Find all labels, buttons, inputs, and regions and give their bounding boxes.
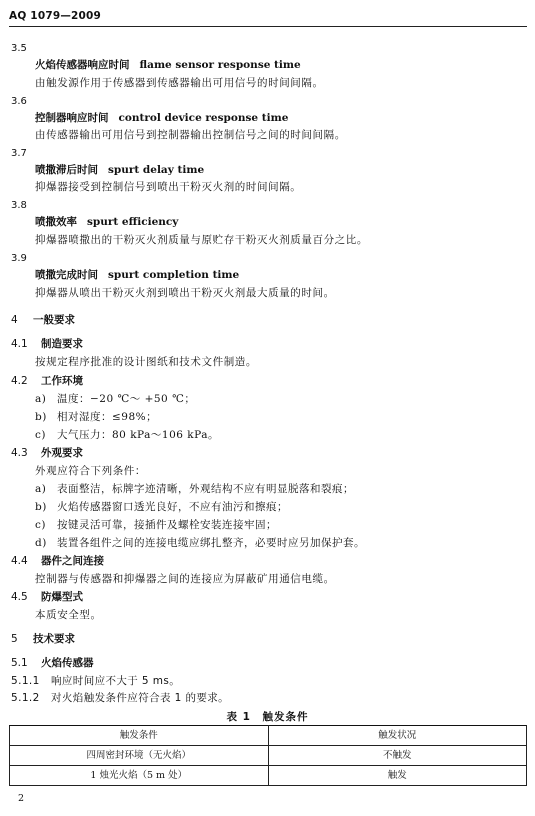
subsection-title: 外观要求 bbox=[41, 447, 83, 459]
term-title bbox=[35, 163, 204, 177]
table-cell: 四周密封环境（无火焰） bbox=[10, 746, 269, 766]
trigger-conditions-table bbox=[9, 725, 527, 786]
term-number: 3.5 bbox=[11, 43, 27, 54]
section-heading bbox=[11, 313, 75, 327]
subsection-number: 4.4 bbox=[11, 555, 28, 567]
subsection-title: 火焰传感器 bbox=[41, 657, 94, 669]
term-number: 3.6 bbox=[11, 96, 27, 107]
subsection-heading bbox=[11, 337, 83, 351]
clause-text: 响应时间应不大于 5 ms。 bbox=[51, 675, 181, 687]
list-text: 大气压力：80 kPa～106 kPa。 bbox=[57, 429, 220, 441]
term-title bbox=[35, 58, 301, 72]
subsection-heading bbox=[11, 590, 83, 604]
list-marker: b) bbox=[35, 411, 47, 423]
term-title-en: control device response time bbox=[118, 112, 289, 124]
term-title-en: spurt efficiency bbox=[87, 216, 179, 228]
subsection-title: 防爆型式 bbox=[41, 591, 83, 603]
list-item bbox=[35, 536, 365, 550]
list-marker: a) bbox=[35, 483, 47, 495]
table-header-cell: 触发状况 bbox=[268, 726, 527, 746]
list-marker: b) bbox=[35, 501, 47, 513]
term-definition: 由触发源作用于传感器到传感器输出可用信号的时间间隔。 bbox=[35, 77, 324, 89]
page-number: 2 bbox=[18, 793, 25, 804]
list-text: 表面整洁，标牌字迹清晰，外观结构不应有明显脱落和裂痕； bbox=[57, 483, 354, 495]
list-text: 火焰传感器窗口透光良好，不应有油污和擦痕； bbox=[57, 501, 288, 513]
term-definition: 由传感器输出可用信号到控制器输出控制信号之间的时间间隔。 bbox=[35, 129, 346, 141]
term-title bbox=[35, 111, 288, 125]
term-title bbox=[35, 268, 239, 282]
term-number: 3.8 bbox=[11, 200, 27, 211]
term-definition: 抑爆器接受到控制信号到喷出干粉灭火剂的时间间隔。 bbox=[35, 181, 302, 193]
term-title-zh: 控制器响应时间 bbox=[35, 112, 109, 124]
paragraph: 控制器与传感器和抑爆器之间的连接应为屏蔽矿用通信电缆。 bbox=[35, 573, 335, 585]
list-item bbox=[35, 428, 219, 442]
subsection-heading bbox=[11, 554, 104, 568]
subsection-number: 4.2 bbox=[11, 375, 28, 387]
list-marker: c) bbox=[35, 519, 46, 531]
subsection-number: 4.1 bbox=[11, 338, 28, 350]
paragraph: 按规定程序批准的设计图纸和技术文件制造。 bbox=[35, 356, 257, 368]
list-text: 相对湿度：≤98%； bbox=[57, 411, 158, 423]
table-header-row bbox=[10, 726, 527, 746]
term-title-zh: 喷撒滞后时间 bbox=[35, 164, 98, 176]
clause bbox=[11, 674, 180, 688]
subsection-heading bbox=[11, 446, 83, 460]
table-cell: 1 烛光火焰（5 m 处） bbox=[10, 766, 269, 786]
list-marker: a) bbox=[35, 393, 47, 405]
section-number: 5 bbox=[11, 633, 18, 645]
term-definition: 抑爆器喷撒出的干粉灭火剂质量与原贮存干粉灭火剂质量百分之比。 bbox=[35, 234, 368, 246]
term-definition: 抑爆器从喷出干粉灭火剂到喷出干粉灭火剂最大质量的时间。 bbox=[35, 287, 335, 299]
term-title-zh: 喷撒完成时间 bbox=[35, 269, 98, 281]
subsection-heading bbox=[11, 656, 94, 670]
list-item bbox=[35, 410, 157, 424]
subsection-title: 制造要求 bbox=[41, 338, 83, 350]
section-number: 4 bbox=[11, 314, 18, 326]
list-text: 装置各组件之间的连接电缆应绑扎整齐，必要时应另加保护套。 bbox=[57, 537, 365, 549]
paragraph: 外观应符合下列条件： bbox=[35, 465, 146, 477]
term-title-en: flame sensor response time bbox=[139, 59, 301, 71]
list-item bbox=[35, 392, 195, 406]
paragraph: 本质安全型。 bbox=[35, 609, 102, 621]
term-title-zh: 火焰传感器响应时间 bbox=[35, 59, 130, 71]
section-title: 技术要求 bbox=[33, 633, 75, 645]
list-text: 按键灵活可靠，接插件及螺栓安装连接牢固； bbox=[57, 519, 277, 531]
term-number: 3.9 bbox=[11, 253, 27, 264]
clause-number: 5.1.1 bbox=[11, 675, 40, 687]
list-marker: c) bbox=[35, 429, 46, 441]
list-item bbox=[35, 482, 354, 496]
table-cell: 触发 bbox=[268, 766, 527, 786]
standard-code-header: AQ 1079—2009 bbox=[9, 10, 102, 22]
subsection-number: 4.3 bbox=[11, 447, 28, 459]
clause-text: 对火焰触发条件应符合表 1 的要求。 bbox=[51, 692, 230, 704]
clause-number: 5.1.2 bbox=[11, 692, 40, 704]
table-caption: 表 1 触发条件 bbox=[226, 711, 309, 723]
subsection-number: 5.1 bbox=[11, 657, 28, 669]
list-marker: d) bbox=[35, 537, 47, 549]
subsection-title: 工作环境 bbox=[41, 375, 83, 387]
term-title bbox=[35, 215, 178, 229]
list-text: 温度：−20 ℃～ +50 ℃； bbox=[57, 393, 196, 405]
section-heading bbox=[11, 632, 75, 646]
subsection-number: 4.5 bbox=[11, 591, 28, 603]
subsection-title: 器件之间连接 bbox=[41, 555, 104, 567]
table-row bbox=[10, 746, 527, 766]
table-header-cell: 触发条件 bbox=[10, 726, 269, 746]
list-item bbox=[35, 518, 277, 532]
clause bbox=[11, 691, 229, 705]
subsection-heading bbox=[11, 374, 83, 388]
section-title: 一般要求 bbox=[33, 314, 75, 326]
list-item bbox=[35, 500, 288, 514]
term-title-zh: 喷撒效率 bbox=[35, 216, 77, 228]
term-number: 3.7 bbox=[11, 148, 27, 159]
table-cell: 不触发 bbox=[268, 746, 527, 766]
table-row bbox=[10, 766, 527, 786]
term-title-en: spurt completion time bbox=[108, 269, 240, 281]
header-rule bbox=[9, 26, 527, 27]
term-title-en: spurt delay time bbox=[108, 164, 205, 176]
